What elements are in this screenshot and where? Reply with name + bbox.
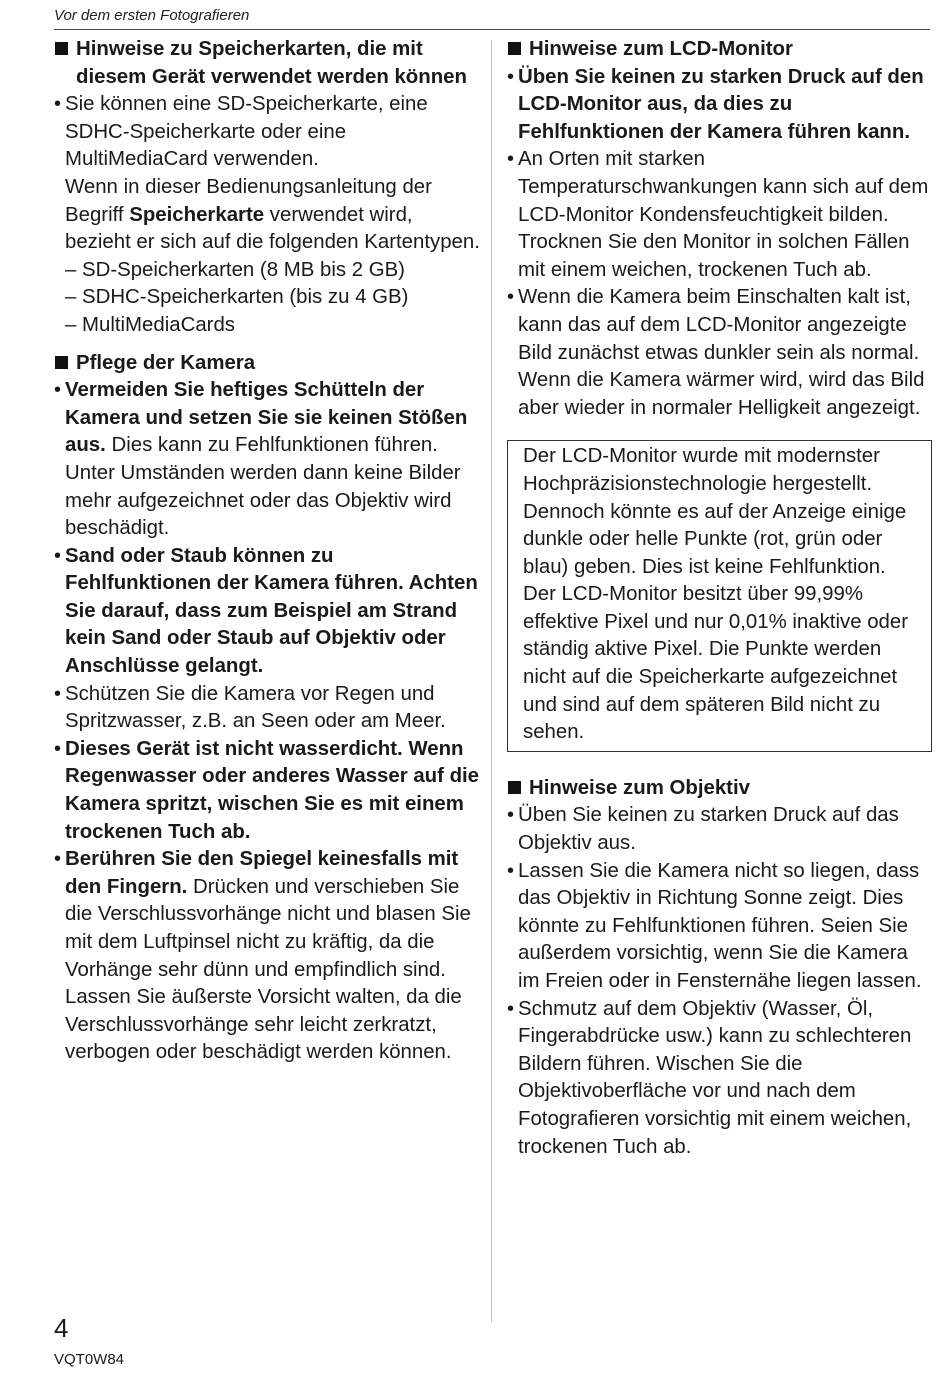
bullet-icon: • [54, 682, 62, 705]
running-header: Vor dem ersten Fotografieren [54, 7, 250, 24]
bullet-list [54, 91, 482, 339]
square-bullet-icon [508, 42, 521, 55]
section-lens [507, 775, 932, 1161]
document-code: VQT0W84 [54, 1351, 125, 1368]
square-bullet-icon [55, 42, 68, 55]
list-item: • Berühren Sie den Spiegel keinesfalls mit den Fingern. Drücken und verschieben Sie die Verschlussvorhänge nicht und blasen Sie mit dem Luftpinsel nicht zu kräftig, da die Vorhänge sehr dünn und empfindlich sind. Lassen Sie äußerste Vorsicht walten, da die Verschlussvorhänge sehr leicht zerkratzt, verbogen oder beschädigt werden können. [54, 848, 471, 1064]
list-item: • Sand oder Staub können zu Fehlfunktionen der Kamera führen. Achten Sie darauf, dass zum Beispiel am Strand kein Sand oder Staub auf Objektiv oder Anschlüsse gelangt. [54, 544, 478, 678]
section-heading: Hinweise zum Objektiv [507, 775, 932, 803]
list-item: • Schützen Sie die Kamera vor Regen und Spritzwasser, z.B. an Seen oder am Meer. [54, 682, 446, 733]
bold-term: Speicherkarte [129, 203, 265, 226]
card-type-item: – SD-Speicherkarten (8 MB bis 2 GB) [65, 258, 405, 281]
bullet-icon: • [507, 148, 515, 171]
notice-text: Der LCD-Monitor wurde mit modernster Hochpräzisionstechnologie hergestellt. Dennoch könnte es auf der Anzeige einige dunkle oder helle Punkte (rot, grün oder blau) geben. Dies ist keine Fehlfunktion. Der LCD-Monitor besitzt über 99,99% effektive Pixel und nur 0,01% inaktive oder ständig aktive Pixel. Die Punkte werden nicht auf die Speicherkarte aufgezeichnet und sind auf dem späteren Bild nicht zu sehen. [523, 445, 909, 744]
bullet-icon: • [54, 848, 62, 871]
bullet-icon: • [507, 65, 515, 88]
card-type-list [65, 257, 482, 340]
left-column [54, 36, 482, 1067]
list-item: • Dieses Gerät ist nicht wasserdicht. Wenn Regenwasser oder anderes Wasser auf die Kamera spritzt, wischen Sie es mit einem trockenen Tuch ab. [54, 737, 480, 843]
section-lcd-monitor [507, 36, 932, 422]
list-item: • Vermeiden Sie heftiges Schütteln der Kamera und setzen Sie sie keinen Stößen aus. Dies kann zu Fehlfunktionen führen. Unter Umständen werden dann keine Bilder mehr aufgezeichnet oder das Objektiv wird beschädigt. [54, 379, 468, 540]
lcd-notice-box [507, 440, 932, 752]
section-memory-cards [54, 36, 482, 340]
bullet-icon: • [54, 93, 62, 116]
list-item: • An Orten mit starken Temperaturschwankungen kann sich auf dem LCD-Monitor Kondensfeuchtigkeit bilden. Trocknen Sie den Monitor in solchen Fällen mit einem weichen, trockenen Tuch ab. [507, 148, 929, 281]
bullet-list [507, 64, 932, 423]
list-item: • Sie können eine SD-Speicherkarte, eine SDHC-Speicherkarte oder eine MultiMediaCard verwenden. Wenn in dieser Bedienungsanleitung der Begriff Speicherkarte verwendet wird, bezieht er sich auf die folgenden Kartentypen. – SD-Speicherkarten (8 MB bis 2 GB) – SDHC-Speicherkarten (bis zu 4 GB) – MultiMediaCards [54, 91, 482, 339]
bullet-icon: • [54, 379, 62, 402]
bullet-icon: • [54, 544, 62, 567]
page-number: 4 [54, 1313, 69, 1343]
list-item: • Üben Sie keinen zu starken Druck auf das Objektiv aus. [507, 804, 899, 855]
section-camera-care [54, 350, 482, 1067]
card-type-item: – MultiMediaCards [65, 313, 235, 336]
bullet-icon: • [507, 859, 515, 882]
bullet-list [54, 377, 482, 1067]
column-divider [491, 40, 492, 1322]
list-item: • Schmutz auf dem Objektiv (Wasser, Öl, Fingerabdrücke usw.) kann zu schlechteren Bildern führen. Wischen Sie die Objektivoberfläche vor und nach dem Fotografieren vorsichtig mit einem weichen, trockenen Tuch ab. [507, 997, 912, 1158]
right-column [507, 36, 932, 1161]
list-item: • Lassen Sie die Kamera nicht so liegen, dass das Objektiv in Richtung Sonne zeigt. Dies könnte zu Fehlfunktionen führen. Seien Sie außerdem vorsichtig, wenn Sie die Kamera im Freien oder in Fensternähe liegen lassen. [507, 859, 922, 992]
header-rule [54, 29, 930, 30]
square-bullet-icon [508, 781, 521, 794]
bullet-icon: • [507, 997, 515, 1020]
list-item: • Wenn die Kamera beim Einschalten kalt ist, kann das auf dem LCD-Monitor angezeigte Bild zunächst etwas dunkler sein als normal. Wenn die Kamera wärmer wird, wird das Bild aber wieder in normaler Helligkeit angezeigt. [507, 286, 925, 419]
section-heading: Pflege der Kamera [54, 350, 482, 378]
section-heading: Hinweise zum LCD-Monitor [507, 36, 932, 64]
card-type-item: – SDHC-Speicherkarten (bis zu 4 GB) [65, 286, 409, 309]
bullet-icon: • [54, 737, 62, 760]
bullet-icon: • [507, 804, 515, 827]
list-item: • Üben Sie keinen zu starken Druck auf den LCD-Monitor aus, da dies zu Fehlfunktionen der Kamera führen kann. [507, 65, 924, 143]
square-bullet-icon [55, 356, 68, 369]
bullet-list [507, 802, 932, 1161]
bullet-icon: • [507, 286, 515, 309]
section-heading: Hinweise zu Speicherkarten, die mit diesem Gerät verwendet werden können [54, 36, 482, 91]
